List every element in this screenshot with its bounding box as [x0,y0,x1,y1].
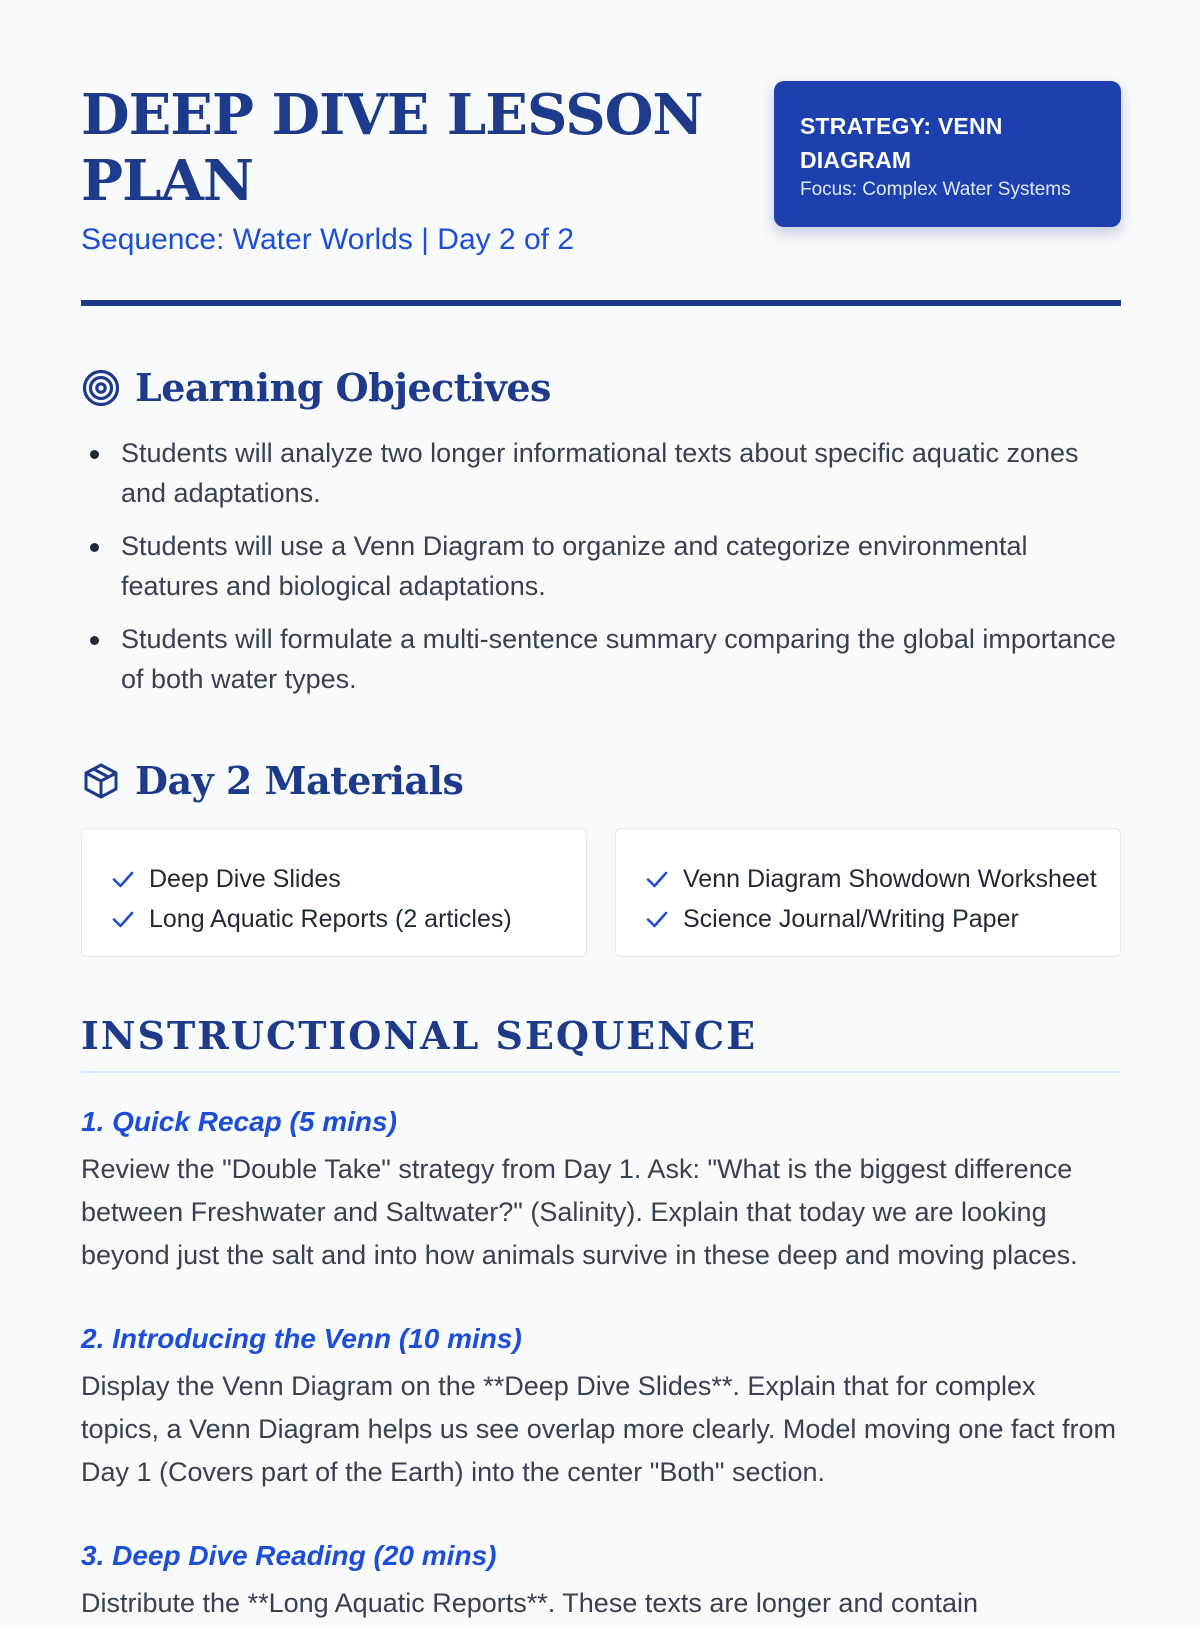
strategy-title: STRATEGY: VENN DIAGRAM [800,113,1003,173]
sequence-step [81,1319,1121,1494]
materials-item-label: Science Journal/Writing Paper [683,904,1019,933]
strategy-focus: Focus: Complex Water Systems [800,179,1071,200]
check-icon [111,906,137,932]
lesson-header [81,0,1121,306]
sequence-step [81,1102,1121,1277]
step-body: Review the "Double Take" strategy from Day 1. Ask: "What is the biggest difference between Freshwater and Saltwater?" (Salinity). Explain that today we are looking beyond just the salt and into how animals survive in these deep and moving places. [81,1154,1078,1270]
strategy-card [774,81,1121,227]
sequence-divider [81,1071,1121,1073]
materials-item-label: Deep Dive Slides [149,864,341,893]
step-body: Distribute the **Long Aquatic Reports**. These texts are longer and contain [81,1588,979,1618]
sequence-heading: INSTRUCTIONAL SEQUENCE [81,1013,758,1058]
sequence-step [81,1536,1121,1625]
target-icon [81,368,121,408]
box-icon [81,761,121,801]
check-icon [111,866,137,892]
objective-item: Students will formulate a multi-sentence summary comparing the global importance of both water types. [81,619,1121,699]
materials-heading-text: Day 2 Materials [135,758,464,803]
objectives-heading [81,365,551,411]
materials-card [615,828,1121,957]
materials-item [645,859,1120,899]
materials-item-label: Long Aquatic Reports (2 articles) [149,904,512,933]
check-icon [645,866,671,892]
step-title: 3. Deep Dive Reading (20 mins) [81,1540,497,1571]
step-title: 1. Quick Recap (5 mins) [81,1106,397,1137]
lesson-plan-page [81,0,1121,1618]
header-divider [81,300,1121,306]
materials-grid [81,828,1121,957]
materials-heading [81,758,463,804]
sequence-subtitle: Sequence: Water Worlds | Day 2 of 2 [81,223,575,256]
check-icon [645,906,671,932]
objective-item: Students will analyze two longer informational texts about specific aquatic zones and adaptations. [81,433,1121,513]
step-title: 2. Introducing the Venn (10 mins) [81,1323,522,1354]
step-body: Display the Venn Diagram on the **Deep Dive Slides**. Explain that for complex topics, a Venn Diagram helps us see overlap more clearly. Model moving one fact from Day 1 (Covers part of the Earth) into the center "Both" section. [81,1371,1116,1487]
materials-item [645,899,1120,939]
objective-item: Students will use a Venn Diagram to organize and categorize environmental features and biological adaptations. [81,526,1121,606]
materials-item-label: Venn Diagram Showdown Worksheet [683,864,1097,893]
materials-item [111,899,586,939]
materials-card [81,828,587,957]
objectives-list [81,433,1121,712]
objectives-heading-text: Learning Objectives [135,365,551,410]
materials-item [111,859,586,899]
page-title: DEEP DIVE LESSON PLAN [81,82,703,214]
